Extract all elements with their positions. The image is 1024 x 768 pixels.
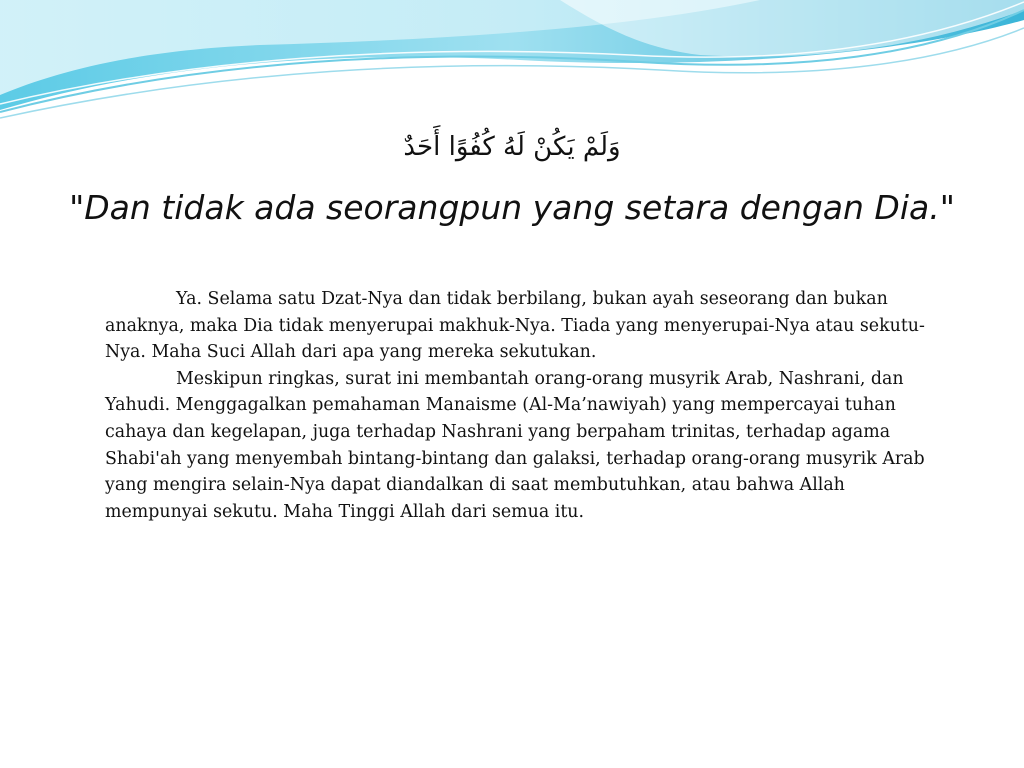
paragraph-1: Ya. Selama satu Dzat-Nya dan tidak berbilang, bukan ayah seseorang dan bukan anaknya, maka Dia tidak menyerupai makhuk-Nya. Tiada yang menyerupai-Nya atau sekutu-Nya. Maha Suci Allah dari apa yang mereka sekutukan. [105,289,925,363]
body-text [105,286,950,525]
translation-title: "Dan tidak ada seorangpun yang setara dengan Dia." [69,188,955,227]
arabic-verse: وَلَمْ يَكُنْ لَهُ كُفُوًا أَحَدٌ [403,132,621,162]
header-wave-decoration [0,0,1024,130]
paragraph-2: Meskipun ringkas, surat ini membantah orang-orang musyrik Arab, Nashrani, dan Yahudi. Menggagalkan pemahaman Manaisme (Al-Ma’nawiyah) yang mempercayai tuhan cahaya dan kegelapan, juga terhadap Nashrani yang berpaham trinitas, terhadap agama Shabi'ah yang menyembah bintang-bintang dan galaksi, terhadap orang-orang musyrik Arab yang mengira selain-Nya dapat diandalkan di saat membutuhkan, atau bahwa Allah mempunyai sekutu. Maha Tinggi Allah dari semua itu. [105,368,925,522]
